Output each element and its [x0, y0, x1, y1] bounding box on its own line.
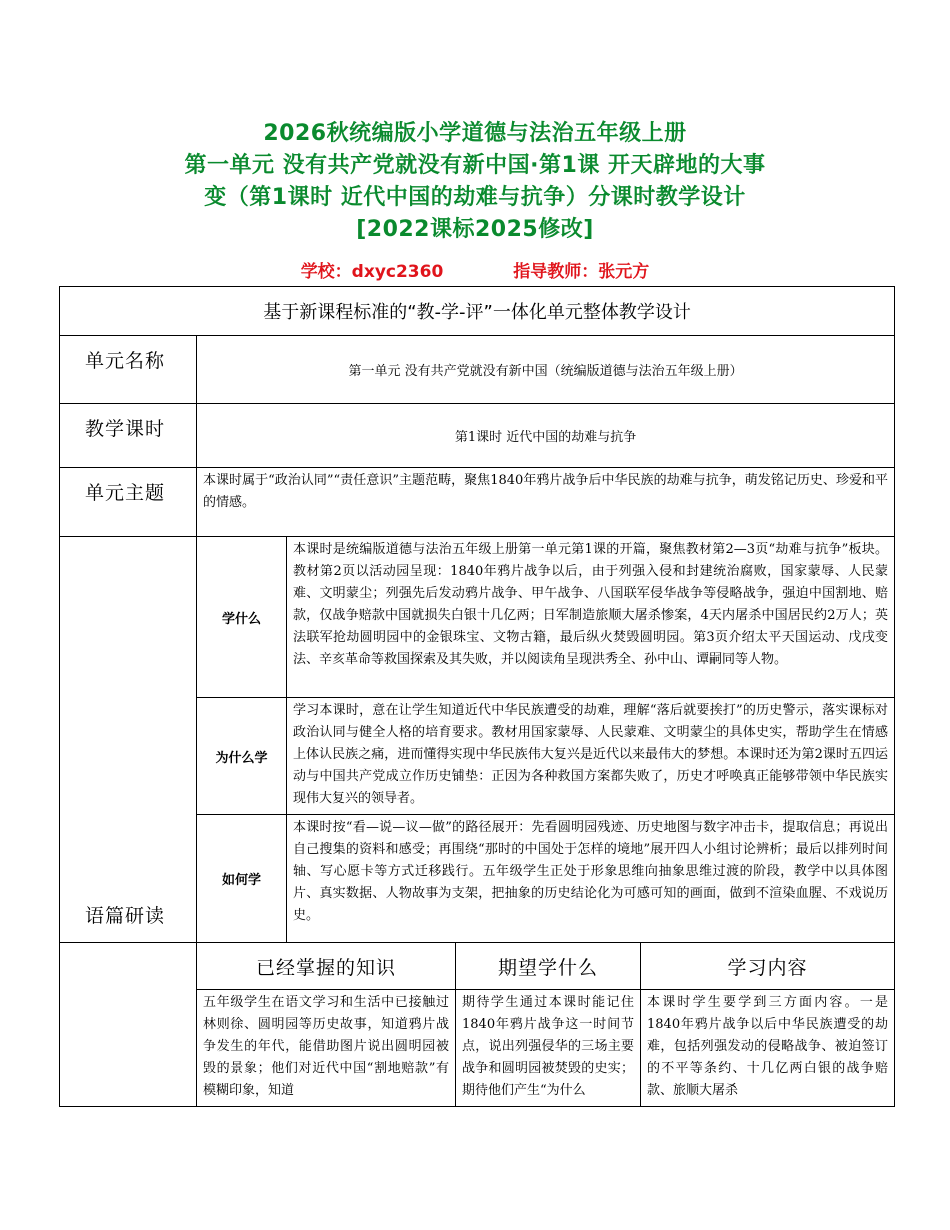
unit-theme-value: 本课时属于“政治认同”“责任意识”主题范畴，聚焦1840年鸦片战争后中华民族的劫难与抗争，萌发铭记历史、珍爱和平的情感。	[197, 468, 895, 537]
title-line-3: 变（第1课时 近代中国的劫难与抗争）分课时教学设计	[204, 185, 746, 210]
teacher-name: 指导教师：张元方	[513, 262, 650, 282]
unit-name-label: 单元名称	[60, 336, 197, 404]
known-knowledge-value: 五年级学生在语文学习和生活中已接触过林则徐、圆明园等历史故事，知道鸦片战争发生的年代，能借助图片说出圆明园被毁的景象；他们对近代中国“割地赔款”有模糊印象，知道	[197, 990, 456, 1107]
design-table	[59, 286, 895, 1107]
table-header: 基于新课程标准的“教-学-评”一体化单元整体教学设计	[60, 287, 895, 336]
learning-content-value: 本课时学生要学到三方面内容。一是1840年鸦片战争以后中华民族遭受的劫难，包括列强发动的侵略战争、被迫签订的不平等条约、十几亿两白银的战争赔款、旅顺大屠杀	[641, 990, 895, 1107]
title-line-1: 2026秋统编版小学道德与法治五年级上册	[263, 121, 687, 146]
document-title	[0, 118, 950, 246]
title-line-2: 第一单元 没有共产党就没有新中国·第1课 开天辟地的大事	[184, 153, 766, 178]
unit-name-value: 第一单元 没有共产党就没有新中国（统编版道德与法治五年级上册）	[197, 336, 895, 404]
learning-content-header: 学习内容	[641, 943, 895, 990]
learner-blank-cell	[60, 943, 197, 1107]
how-value: 本课时按“看—说—议—做”的路径展开：先看圆明园残迹、历史地图与数字冲击卡，提取信息；再说出自己搜集的资料和感受；再围绕“那时的中国处于怎样的境地”展开四人小组讨论辨析；最后以排列时间轴、写心愿卡等方式迁移践行。五年级学生正处于形象思维向抽象思维过渡的阶段，教学中以具体图片、真实数据、人物故事为支架，把抽象的历史结论化为可感可知的画面，做到不渲染血腥、不戏说历史。	[287, 815, 895, 943]
lesson-period-value: 第1课时 近代中国的劫难与抗争	[197, 404, 895, 468]
expectation-header: 期望学什么	[456, 943, 641, 990]
what-label: 学什么	[197, 537, 287, 698]
school-name: 学校：dxyc2360	[300, 262, 444, 282]
known-knowledge-header: 已经掌握的知识	[197, 943, 456, 990]
how-label: 如何学	[197, 815, 287, 943]
lesson-period-label: 教学课时	[60, 404, 197, 468]
title-line-4: [2022课标2025修改]	[356, 217, 594, 242]
unit-theme-label: 单元主题	[60, 468, 197, 537]
what-value: 本课时是统编版道德与法治五年级上册第一单元第1课的开篇，聚焦教材第2—3页“劫难与抗争”板块。教材第2页以活动园呈现：1840年鸦片战争以后，由于列强入侵和封建统治腐败，国家蒙辱、人民蒙难、文明蒙尘；列强先后发动鸦片战争、甲午战争、八国联军侵华战争等侵略战争，强迫中国割地、赔款，仅战争赔款中国就损失白银十几亿两；日军制造旅顺大屠杀惨案，4天内屠杀中国居民约2万人；英法联军抢劫圆明园中的金银珠宝、文物古籍，最后纵火焚毁圆明园。第3页介绍太平天国运动、戊戌变法、辛亥革命等救国探索及其失败，并以阅读角呈现洪秀全、孙中山、谭嗣同等人物。	[287, 537, 895, 698]
expectation-value: 期待学生通过本课时能记住1840年鸦片战争这一时间节点，说出列强侵华的三场主要战争和圆明园被焚毁的史实；期待他们产生“为什么	[456, 990, 641, 1107]
school-teacher-line	[0, 260, 950, 284]
why-label: 为什么学	[197, 698, 287, 815]
why-value: 学习本课时，意在让学生知道近代中华民族遭受的劫难，理解“落后就要挨打”的历史警示，落实课标对政治认同与健全人格的培育要求。教材用国家蒙辱、人民蒙难、文明蒙尘的具体史实，帮助学生在情感上体认民族之痛，进而懂得实现中华民族伟大复兴是近代以来最伟大的梦想。本课时还为第2课时五四运动与中国共产党成立作历史铺垫：正因为各种救国方案都失败了，历史才呼唤真正能够带领中华民族实现伟大复兴的领导者。	[287, 698, 895, 815]
text-study-label: 语篇研读	[60, 537, 197, 943]
